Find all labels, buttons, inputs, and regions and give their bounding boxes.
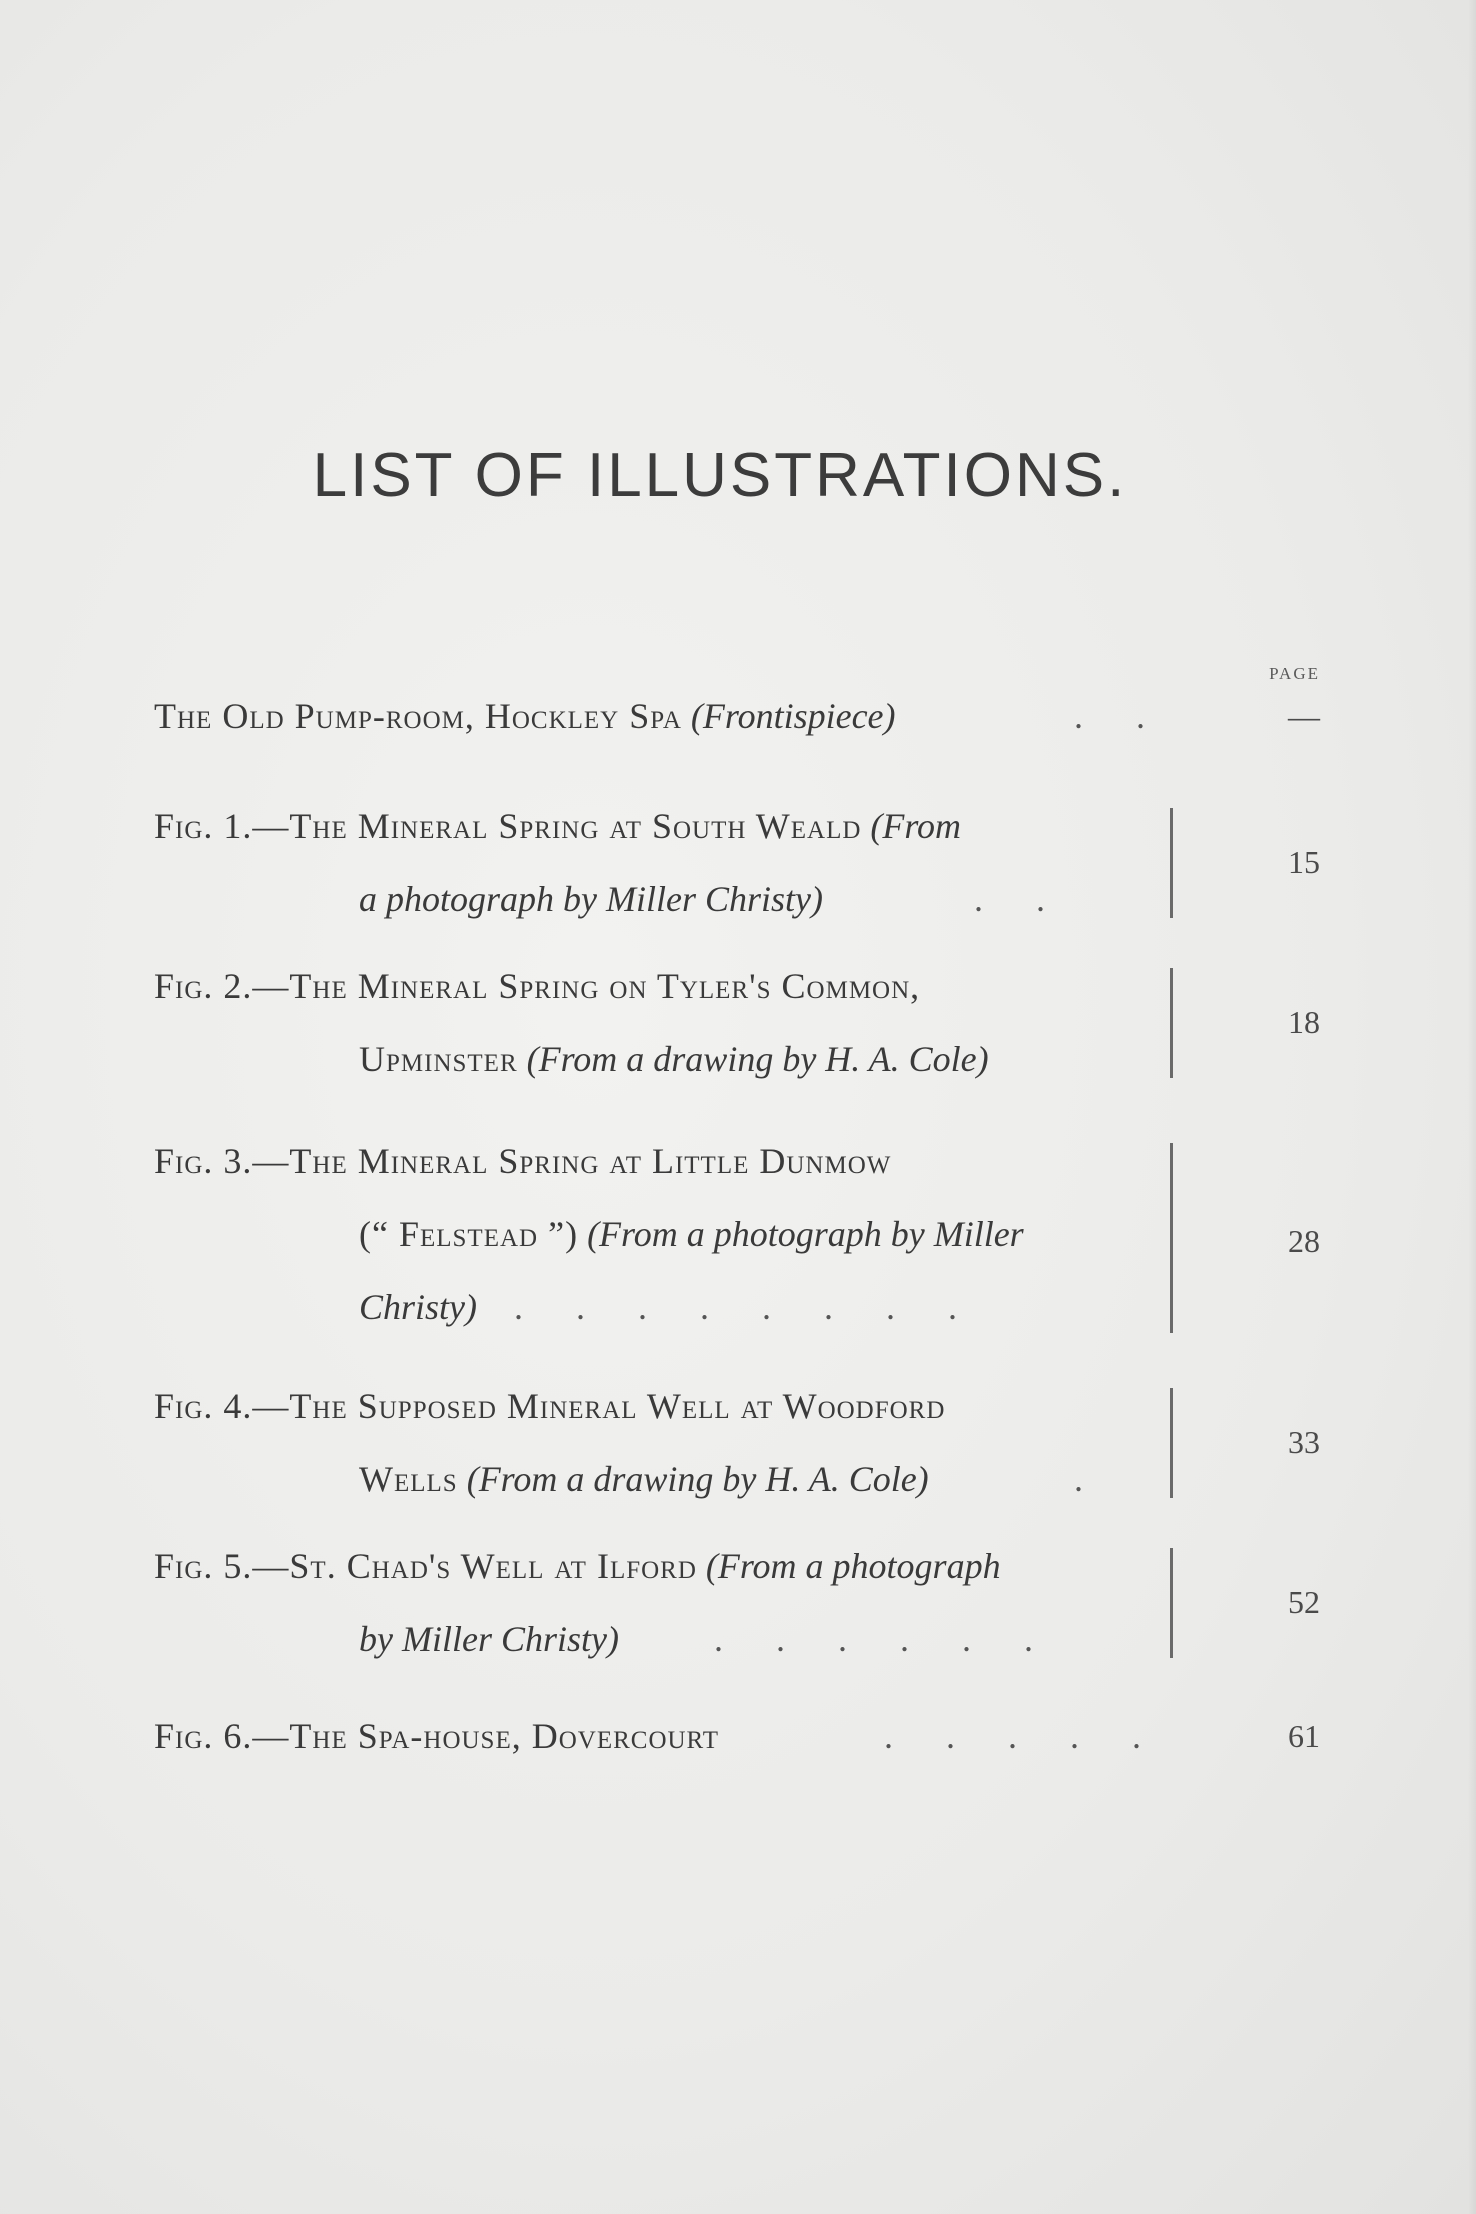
entry-note: (From a drawing by H. A. Cole) bbox=[526, 1039, 989, 1079]
leader-dots: . . bbox=[974, 879, 1067, 919]
entry-note: (From a photograph by Miller bbox=[587, 1214, 1024, 1254]
page-number: 33 bbox=[1288, 1424, 1320, 1460]
page-column-header: PAGE bbox=[1269, 664, 1320, 683]
entry-text: Fig. 4.—The Supposed Mineral Well at Woodford bbox=[154, 1386, 946, 1426]
brace bbox=[1170, 808, 1173, 918]
entry-text: (“ Felstead ”) bbox=[359, 1214, 579, 1254]
page-number: 52 bbox=[1288, 1584, 1320, 1620]
entry-text: Fig. 2.—The Mineral Spring on Tyler's Common, bbox=[154, 966, 921, 1006]
entry-text: Wells bbox=[359, 1459, 458, 1499]
brace bbox=[1170, 1388, 1173, 1498]
leader-dots: . . bbox=[1074, 696, 1167, 736]
entry-text: Fig. 3.—The Mineral Spring at Little Dunmow bbox=[154, 1141, 892, 1181]
illustration-entry bbox=[154, 1125, 1320, 1344]
entry-note: (From a drawing by H. A. Cole) bbox=[466, 1459, 929, 1499]
page-number: — bbox=[1288, 698, 1320, 734]
entry-note: (Frontispiece) bbox=[690, 696, 896, 736]
page-number: 61 bbox=[1288, 1718, 1320, 1754]
entry-text: The Old Pump-room, Hockley Spa bbox=[154, 696, 682, 736]
leader-dots: . bbox=[1074, 1459, 1105, 1499]
illustration-entry bbox=[154, 790, 1320, 936]
illustration-entry bbox=[154, 1530, 1320, 1676]
brace bbox=[1170, 1143, 1173, 1333]
entry-text: Fig. 1.—The Mineral Spring at South Weald bbox=[154, 806, 862, 846]
brace bbox=[1170, 1548, 1173, 1658]
entry-note: (From a photograph bbox=[705, 1546, 1001, 1586]
illustration-entry bbox=[154, 950, 1320, 1096]
page-number: 18 bbox=[1288, 1004, 1320, 1040]
brace bbox=[1170, 968, 1173, 1078]
illustration-entry bbox=[154, 1700, 1320, 1773]
leader-dots: . . . . . bbox=[884, 1716, 1163, 1756]
illustration-entry bbox=[154, 1370, 1320, 1516]
page-edge-shadow bbox=[1468, 0, 1476, 2214]
page-number: 15 bbox=[1288, 844, 1320, 880]
entry-text: Fig. 6.—The Spa-house, Dovercourt bbox=[154, 1716, 720, 1756]
entry-text: Fig. 5.—St. Chad's Well at Ilford bbox=[154, 1546, 697, 1586]
leader-dots: . . . . . . bbox=[714, 1619, 1055, 1659]
page-number: 28 bbox=[1288, 1223, 1320, 1259]
entry-text: by Miller Christy) bbox=[359, 1619, 619, 1659]
entry-text: Upminster bbox=[359, 1039, 518, 1079]
leader-dots: . . . . . . . . bbox=[514, 1287, 979, 1327]
entry-text: Christy) bbox=[359, 1287, 478, 1327]
entry-note: (From bbox=[870, 806, 962, 846]
page-title: LIST OF ILLUSTRATIONS. bbox=[312, 441, 1128, 510]
illustration-entry bbox=[154, 680, 1320, 753]
entry-text: a photograph by Miller Christy) bbox=[359, 879, 823, 919]
